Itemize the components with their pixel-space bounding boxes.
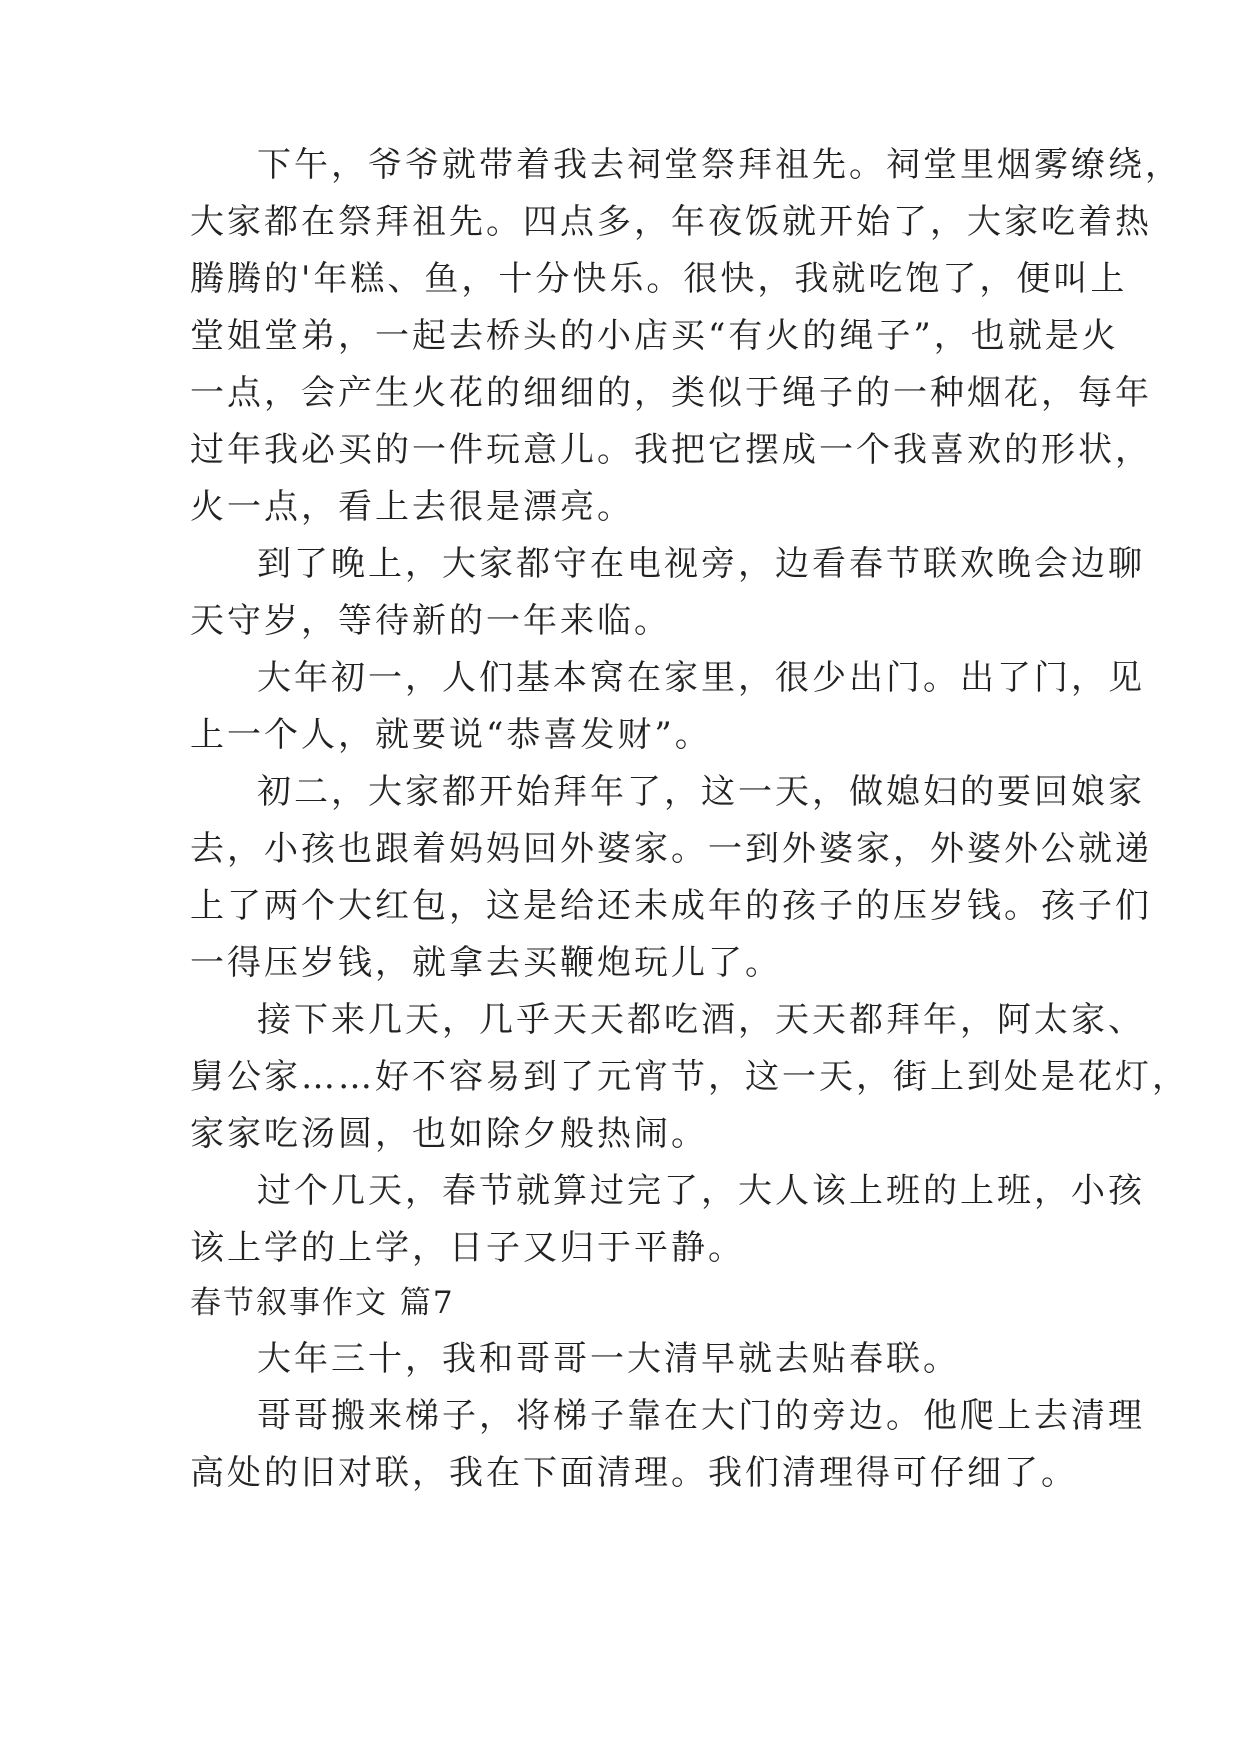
paragraph-line: 舅公家……好不容易到了元宵节，这一天，街上到处是花灯， — [190, 1057, 1189, 1097]
paragraph-line: 大家都在祭拜祖先。四点多，年夜饭就开始了，大家吃着热 — [190, 202, 1152, 242]
paragraph-line: 该上学的上学，日子又归于平静。 — [190, 1228, 745, 1268]
paragraph-line: 堂姐堂弟，一起去桥头的小店买“有火的绳子”，也就是火 — [190, 316, 1119, 356]
paragraph-line: 火一点，看上去很是漂亮。 — [190, 487, 634, 527]
paragraph-line: 到了晚上，大家都守在电视旁，边看春节联欢晚会边聊 — [257, 544, 1145, 584]
paragraph-line: 去，小孩也跟着妈妈回外婆家。一到外婆家，外婆外公就递 — [190, 829, 1152, 869]
paragraph-line: 高处的旧对联，我在下面清理。我们清理得可仔细了。 — [190, 1453, 1078, 1493]
paragraph-line: 家家吃汤圆，也如除夕般热闹。 — [190, 1114, 708, 1154]
paragraph-line: 上一个人，就要说“恭喜发财”。 — [190, 715, 712, 755]
paragraph-line: 一点，会产生火花的细细的，类似于绳子的一种烟花，每年 — [190, 373, 1152, 413]
paragraph-line: 上了两个大红包，这是给还未成年的孩子的压岁钱。孩子们 — [190, 886, 1152, 926]
paragraph-line: 接下来几天，几乎天天都吃酒，天天都拜年，阿太家、 — [257, 1000, 1145, 1040]
paragraph-line: 初二，大家都开始拜年了，这一天，做媳妇的要回娘家 — [257, 772, 1145, 812]
paragraph-line: 下午，爷爷就带着我去祠堂祭拜祖先。祠堂里烟雾缭绕， — [257, 145, 1182, 185]
paragraph-line: 一得压岁钱，就拿去买鞭炮玩儿了。 — [190, 943, 782, 983]
paragraph-line: 哥哥搬来梯子，将梯子靠在大门的旁边。他爬上去清理 — [257, 1396, 1145, 1436]
paragraph-line: 天守岁，等待新的一年来临。 — [190, 601, 671, 641]
section-heading: 春节叙事作文 篇7 — [190, 1285, 455, 1321]
paragraph-line: 腾腾的'年糕、鱼，十分快乐。很快，我就吃饱了，便叫上 — [190, 259, 1128, 299]
paragraph-line: 过年我必买的一件玩意儿。我把它摆成一个我喜欢的形状， — [190, 430, 1152, 470]
paragraph-line: 大年三十，我和哥哥一大清早就去贴春联。 — [257, 1339, 960, 1379]
paragraph-line: 过个几天，春节就算过完了，大人该上班的上班，小孩 — [257, 1171, 1145, 1211]
paragraph-line: 大年初一，人们基本窝在家里，很少出门。出了门，见 — [257, 658, 1145, 698]
